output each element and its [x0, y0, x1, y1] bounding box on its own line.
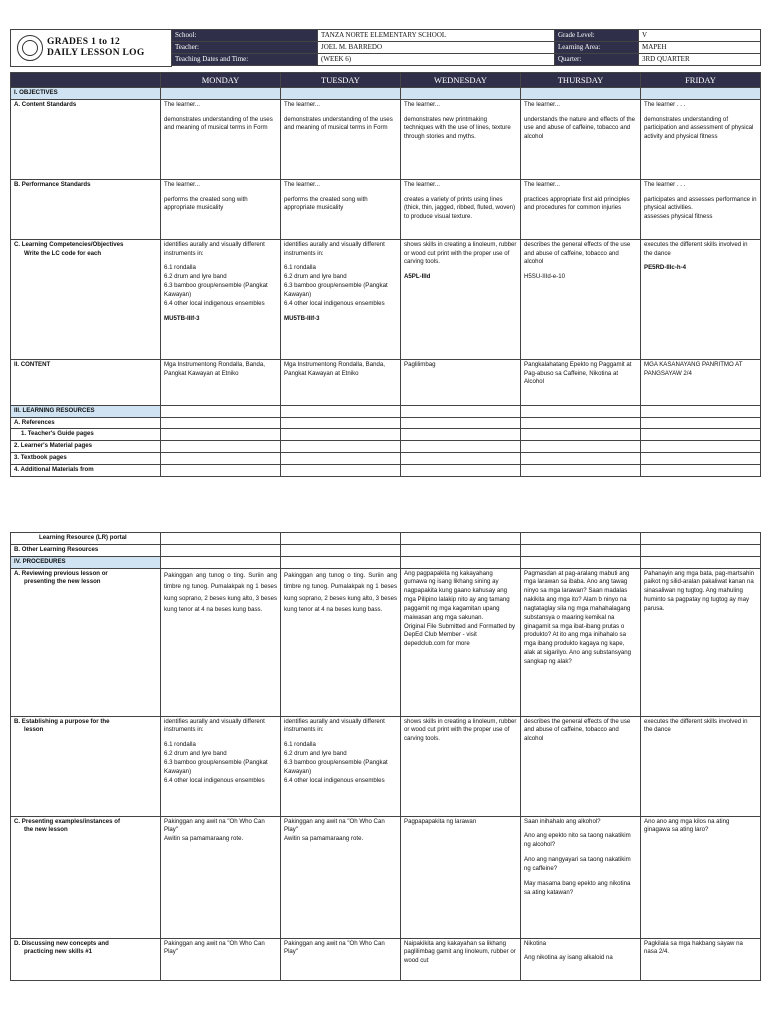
procedures-row: [11, 556, 761, 568]
content-tuesday: Mga Instrumentong Rondalla, Banda, Pangkat Kawayan at Etniko: [281, 359, 401, 405]
title-line1: GRADES 1 to 12: [47, 37, 121, 47]
tb-label: 3. Textbook pages: [11, 453, 161, 465]
lc-wednesday: shows skills in creating a linoleum, rubber or wood cut print with the proper use of carving tools. A5PL-IIId: [401, 239, 521, 359]
content-standards-label: A. Content Standards: [11, 99, 161, 179]
other-resources-row: [11, 544, 761, 556]
disc-thursday: Nikotina Ang nikotina ay isang alkaloid na: [521, 938, 641, 980]
school-value: TANZA NORTE ELEMENTARY SCHOOL: [318, 30, 555, 42]
ps-monday: The learner... performs the created song with appropriate musicality: [161, 179, 281, 239]
rev-monday: Pakinggan ang tunog o ting. Suriin ang timbre ng tunog. Pumalakpak ng 1 beses kung soprano, 2 beses kung alto, 3 beses kung tenor at 4 na beses kung bass.: [161, 568, 281, 716]
discussing-label: D. Discussing new concepts and practicing new skills #1: [11, 938, 161, 980]
lc-friday: executes the different skills involved in the dance PE5RD-IIIc-h-4: [641, 239, 761, 359]
content-row: [11, 359, 761, 405]
purpose-row: [11, 716, 761, 816]
reviewing-row: [11, 568, 761, 716]
ps-tuesday: The learner... performs the created song with appropriate musicality: [281, 179, 401, 239]
day-thursday: THURSDAY: [521, 73, 641, 88]
performance-standards-row: [11, 179, 761, 239]
lr-portal-label: Learning Resource (LR) portal: [11, 533, 161, 545]
pur-tuesday: identifies aurally and visually different instruments in: 6.1 rondalla 6.2 drum and lyre band 6.3 bamboo group/ensemble (Pangkat Kawayan) 6.4 other local indigenous ensembles: [281, 716, 401, 816]
references-row: [11, 417, 761, 429]
pres-tuesday: Pakinggan ang awit na "Oh Who Can Play" Awitin sa pamamaraang rote.: [281, 816, 401, 938]
content-wednesday: Paglilimbag: [401, 359, 521, 405]
disc-wednesday: Naipakikita ang kakayahan sa likhang paglilimbag gamit ang linoleum, rubber or wood cut: [401, 938, 521, 980]
content-friday: MGA KASANAYANG PANRITMO AT PANGSAYAW 2/4: [641, 359, 761, 405]
lm-label: 2. Learner's Material pages: [11, 441, 161, 453]
day-tuesday: TUESDAY: [281, 73, 401, 88]
purpose-label: B. Establishing a purpose for the lesson: [11, 716, 161, 816]
resources-row: [11, 405, 761, 417]
pur-monday: identifies aurally and visually different instruments in: 6.1 rondalla 6.2 drum and lyre band 6.3 bamboo group/ensemble (Pangkat Kawayan) 6.4 other local indigenous ensembles: [161, 716, 281, 816]
references-label: A. References: [11, 417, 161, 429]
content-thursday: Pangkalahatang Epekto ng Paggamit at Pag-abuso sa Caffeine, Nikotina at Alcohol: [521, 359, 641, 405]
lc-monday: identifies aurally and visually different instruments in: 6.1 rondalla 6.2 drum and lyre band 6.3 bamboo group/ensemble (Pangkat Kawayan) 6.4 other local indigenous ensembles MU5TB-IIIf-3: [161, 239, 281, 359]
pur-friday: executes the different skills involved in the dance: [641, 716, 761, 816]
rev-thursday: Pagmasdan at pag-aralang mabuti ang mga larawan sa ibaba. Ano ang tawag ninyo sa mga larawan? Saan madalas nakikita ang mga ito? Alam b ninyo na nagtataglay sila ng mga mahahalagang substansya o maaring kemikal na ginagamit sa mga ibat-ibang prutas o produkto? At ito ang mga inihahalo sa mga ibang produkto kagaya ng kape, alak at sigarilyo. Ano ang substansyang sangkap ng alak?: [521, 568, 641, 716]
area-value: MAPEH: [639, 42, 761, 54]
tg-row: [11, 429, 761, 441]
presenting-row: [11, 816, 761, 938]
teacher-label: Teacher:: [172, 42, 318, 54]
pur-thursday: describes the general effects of the use and abuse of caffeine, tobacco and alcohol: [521, 716, 641, 816]
dates-label: Teaching Dates and Time:: [172, 54, 318, 66]
add-row: [11, 465, 761, 477]
header-block: [10, 29, 760, 67]
pres-thursday: Saan inihahalo ang alkohol? Ano ang epekto nito sa taong nakatikim ng alcohol? Ano ang nangyayari sa taong nakatikim ng caffeine? May masama bang epekto ang nikotina sa ating katawan?: [521, 816, 641, 938]
quarter-value: 3RD QUARTER: [639, 54, 761, 66]
day-friday: FRIDAY: [641, 73, 761, 88]
objectives-label: I. OBJECTIVES: [11, 88, 161, 100]
competencies-row: [11, 239, 761, 359]
pur-wednesday: shows skills in creating a linoleum, rubber or wood cut print with the proper use of carving tools.: [401, 716, 521, 816]
rev-wednesday: Ang pagpapakita ng kakayahang gumawa ng isang likhang sining ay nagpapakita kung gaano kahusay ang mga Pilipino lalakip nito ay ang tamang paggamit ng mga kagamitan upang maiwasan ang mga sakunan. Original File Submitted and Formatted by DepEd Club Member - visit depedclub.com for more: [401, 568, 521, 716]
cs-monday: The learner... demonstrates understanding of the uses and meaning of musical terms in Form: [161, 99, 281, 179]
pres-wednesday: Pagpapapakita ng larawan: [401, 816, 521, 938]
content-standards-row: [11, 99, 761, 179]
content-label: II. CONTENT: [11, 359, 161, 405]
disc-friday: Pagkilala sa mga hakbang sayaw na nasa 2/4.: [641, 938, 761, 980]
tb-row: [11, 453, 761, 465]
rev-friday: Pahanayin ang mga bata, pag-martsahin paikot ng silid-aralan pakaliwat kanan na sinasaliwan ng tugtog. Ang mahuling huminto sa pagpatay ng tugtog ay may parusa.: [641, 568, 761, 716]
lr-portal-row: [11, 533, 761, 545]
tg-label: 1. Teacher's Guide pages: [11, 429, 161, 441]
teacher-value: JOEL M. BARREDO: [318, 42, 555, 54]
lc-tuesday: identifies aurally and visually different instruments in: 6.1 rondalla 6.2 drum and lyre band 6.3 bamboo group/ensemble (Pangkat Kawayan) 6.4 other local indigenous ensembles MU5TB-IIIf-3: [281, 239, 401, 359]
rev-tuesday: Pakinggan ang tunog o ting. Suriin ang timbre ng tunog. Pumalakpak ng 1 beses kung soprano, 2 beses kung alto, 3 beses kung tenor at 4 na beses kung bass.: [281, 568, 401, 716]
pres-monday: Pakinggan ang awit na "Oh Who Can Play" Awitin sa pamamaraang rote.: [161, 816, 281, 938]
lesson-table-2: [10, 532, 760, 981]
performance-standards-label: B. Performance Standards: [11, 179, 161, 239]
ps-friday: The learner . . . participates and assesses performance in physical activities. assesses physical fitness: [641, 179, 761, 239]
ps-wednesday: The learner... creates a variety of prints using lines (thick, thin, jagged, ribbed, fluted, woven) to produce visual texture.: [401, 179, 521, 239]
procedures-label: IV. PROCEDURES: [11, 556, 161, 568]
dates-value: (WEEK 6): [318, 54, 555, 66]
disc-monday: Pakinggan ang awit na "Oh Who Can Play": [161, 938, 281, 980]
pres-friday: Ano ano ang mga kilos na ating ginagawa sa ating laro?: [641, 816, 761, 938]
school-label: School:: [172, 30, 318, 42]
header-table: [10, 29, 761, 67]
grade-value: V: [639, 30, 761, 42]
cs-tuesday: The learner... demonstrates understanding of the uses and meaning of musical terms in Form: [281, 99, 401, 179]
day-wednesday: WEDNESDAY: [401, 73, 521, 88]
cs-friday: The learner . . . demonstrates understanding of participation and assessment of physical activity and physical fitness: [641, 99, 761, 179]
lesson-table-1: [10, 72, 760, 477]
cs-wednesday: The learner... demonstrates new printmaking techniques with the use of lines, texture through stories and myths.: [401, 99, 521, 179]
title-line2: DAILY LESSON LOG: [47, 48, 145, 58]
day-monday: MONDAY: [161, 73, 281, 88]
day-header-row: [11, 73, 761, 88]
ps-thursday: The learner... practices appropriate first aid principles and procedures for common injuries: [521, 179, 641, 239]
add-label: 4. Additional Materials from: [11, 465, 161, 477]
deped-seal-icon: [17, 35, 43, 61]
grade-label: Grade Level:: [555, 30, 639, 42]
quarter-label: Quarter:: [555, 54, 639, 66]
objectives-row: [11, 88, 761, 100]
lm-row: [11, 441, 761, 453]
disc-tuesday: Pakinggan ang awit na "Oh Who Can Play": [281, 938, 401, 980]
reviewing-label: A. Reviewing previous lesson or presenting the new lesson: [11, 568, 161, 716]
competencies-label: C. Learning Competencies/Objectives Write the LC code for each: [11, 239, 161, 359]
other-resources-label: B. Other Learning Resources: [11, 544, 161, 556]
resources-label: III. LEARNING RESOURCES: [11, 405, 161, 417]
lc-thursday: describes the general effects of the use and abuse of caffeine, tobacco and alcohol H5SU-IIId-e-10: [521, 239, 641, 359]
title-cell: [11, 30, 172, 67]
presenting-label: C. Presenting examples/instances of the new lesson: [11, 816, 161, 938]
cs-thursday: The learner... understands the nature and effects of the use and abuse of caffeine, tobacco and alcohol: [521, 99, 641, 179]
discussing-row: [11, 938, 761, 980]
area-label: Learning Area:: [555, 42, 639, 54]
content-monday: Mga Instrumentong Rondalla, Banda, Pangkat Kawayan at Etniko: [161, 359, 281, 405]
